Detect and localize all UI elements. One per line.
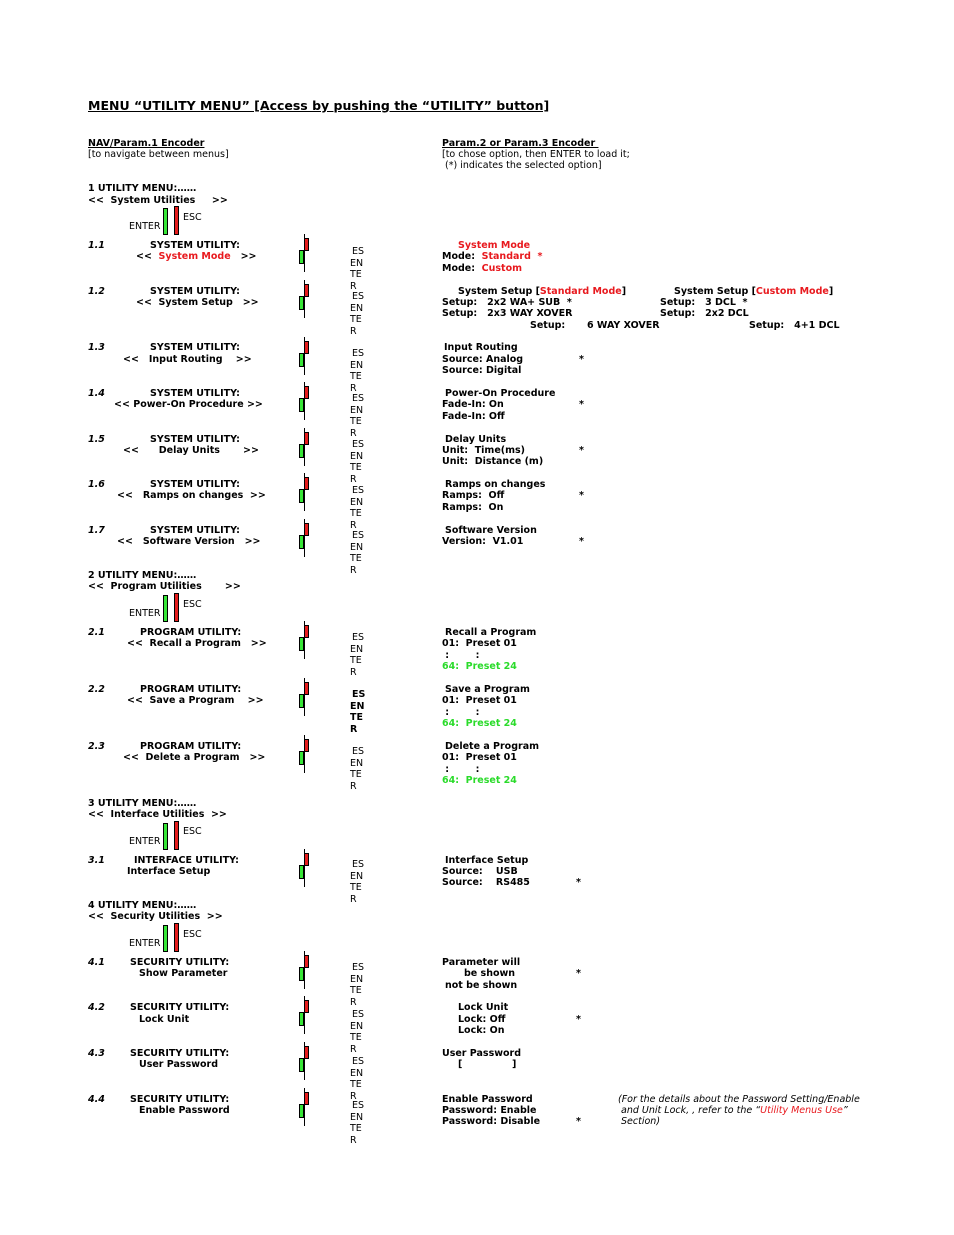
item-4-4-number: 4.4	[88, 1094, 105, 1105]
enter-arrow-icon	[163, 823, 168, 850]
side-label: ES EN TE R	[350, 393, 365, 439]
item-4-3-sub: User Password	[139, 1059, 219, 1070]
menu-3-title: 3 UTILITY MENU:……	[88, 798, 197, 809]
note-line-2: and Unit Lock, , refer to the “Utility Menus Use”	[618, 1105, 848, 1116]
item-4-1-number: 4.1	[88, 957, 105, 968]
item-2-1-number: 2.1	[88, 627, 105, 638]
menu-3-sub: << Interface Utilities >>	[88, 809, 227, 820]
opt-1-4-line-2: Fade-In: Off	[442, 411, 505, 422]
esc-label: ESC	[183, 826, 202, 837]
item-2-1-head: PROGRAM UTILITY:	[140, 627, 242, 638]
esc-arrow-icon	[174, 206, 179, 235]
opt-2-3-line-2: 64: Preset 24	[442, 775, 517, 786]
opt-4-4-line-1: Password: Enable	[442, 1105, 537, 1116]
item-3-1-sub: Interface Setup	[127, 866, 211, 877]
menu-2-title: 2 UTILITY MENU:……	[88, 570, 197, 581]
item-4-2-number: 4.2	[88, 1002, 105, 1013]
opt-1-1-line-1: Mode: Standard *	[442, 251, 543, 262]
item-4-2-sub: Lock Unit	[139, 1014, 190, 1025]
item-4-3-number: 4.3	[88, 1048, 105, 1059]
item-4-1-sub: Show Parameter	[139, 968, 228, 979]
item-1-5-sub: << Delay Units >>	[123, 445, 259, 456]
item-2-3-head: PROGRAM UTILITY:	[140, 741, 242, 752]
opt-2-1-dots: : :	[442, 650, 480, 661]
left-header-note: [to navigate between menus]	[88, 149, 229, 160]
opt-1-5-line-1: Unit: Time(ms)	[442, 445, 526, 456]
right-header-note-1: [to chose option, then ENTER to load it;	[442, 149, 630, 160]
menu-1-title: 1 UTILITY MENU:……	[88, 183, 197, 194]
opt-1-2-custom-head: System Setup [Custom Mode]	[674, 286, 834, 297]
page-title: MENU “UTILITY MENU” [Access by pushing the “UTILITY” button]	[88, 98, 550, 113]
enter-arrow-icon	[163, 595, 168, 622]
opt-2-2-dots: : :	[442, 707, 480, 718]
item-2-3-sub: << Delete a Program >>	[123, 752, 266, 763]
item-1-1-sub: << System Mode >>	[136, 251, 257, 262]
opt-1-2-custom-line-3: Setup: 4+1 DCL	[749, 320, 840, 331]
enter-arrow-icon	[163, 208, 168, 235]
opt-1-2-custom-line-2: Setup: 2x2 DCL	[660, 308, 749, 319]
side-label: ES EN TE R	[350, 439, 365, 485]
opt-2-2-head: Save a Program	[445, 684, 530, 695]
opt-1-2-setup-value: 6 WAY XOVER	[587, 320, 660, 331]
enter-arrow-icon	[163, 925, 168, 952]
side-label: ES EN TE R	[350, 246, 365, 292]
esc-label: ESC	[183, 599, 202, 610]
opt-3-1-head: Interface Setup	[445, 855, 529, 866]
opt-1-5-head: Delay Units	[445, 434, 507, 445]
selected-star: *	[576, 877, 581, 888]
item-2-2-sub: << Save a Program >>	[127, 695, 264, 706]
side-label: ES EN TE R	[350, 746, 365, 792]
side-label: ES EN TE R	[350, 348, 365, 394]
right-header-note-2: (*) indicates the selected option]	[442, 160, 602, 171]
item-1-6-head: SYSTEM UTILITY:	[150, 479, 240, 490]
item-1-7-head: SYSTEM UTILITY:	[150, 525, 240, 536]
opt-3-1-line-1: Source: USB	[442, 866, 518, 877]
enter-label: ENTER	[129, 608, 161, 619]
esc-label: ESC	[183, 929, 202, 940]
opt-1-7-head: Software Version	[445, 525, 537, 536]
opt-4-3-head: User Password	[442, 1048, 522, 1059]
opt-4-2-head: Lock Unit	[458, 1002, 509, 1013]
item-1-5-head: SYSTEM UTILITY:	[150, 434, 240, 445]
opt-1-7-line-1: Version: V1.01	[442, 536, 524, 547]
opt-2-3-dots: : :	[442, 764, 480, 775]
opt-4-2-line-2: Lock: On	[458, 1025, 505, 1036]
item-4-4-sub: Enable Password	[139, 1105, 230, 1116]
menu-1-sub: << System Utilities >>	[88, 195, 228, 206]
opt-4-2-line-1: Lock: Off	[458, 1014, 506, 1025]
esc-arrow-icon	[174, 593, 179, 622]
side-label: ES EN TE R	[350, 291, 365, 337]
opt-1-1-line-2: Mode: Custom	[442, 263, 522, 274]
item-3-1-number: 3.1	[88, 855, 105, 866]
opt-1-6-line-1: Ramps: Off	[442, 490, 505, 501]
item-4-2-head: SECURITY UTILITY:	[130, 1002, 230, 1013]
note-line-1: (For the details about the Password Setting/Enable	[618, 1094, 860, 1105]
esc-arrow-icon	[174, 923, 179, 952]
opt-1-4-line-1: Fade-In: On	[442, 399, 504, 410]
selected-star: *	[579, 445, 584, 456]
item-1-2-sub: << System Setup >>	[136, 297, 259, 308]
item-2-2-number: 2.2	[88, 684, 105, 695]
selected-star: *	[576, 1014, 581, 1025]
item-2-3-number: 2.3	[88, 741, 105, 752]
item-1-4-head: SYSTEM UTILITY:	[150, 388, 240, 399]
item-4-4-head: SECURITY UTILITY:	[130, 1094, 230, 1105]
opt-4-4-head: Enable Password	[442, 1094, 533, 1105]
opt-2-1-line-1: 01: Preset 01	[442, 638, 517, 649]
opt-1-3-line-1: Source: Analog	[442, 354, 524, 365]
item-1-3-number: 1.3	[88, 342, 105, 353]
opt-1-2-head: System Setup [Standard Mode]	[458, 286, 627, 297]
menu-2-sub: << Program Utilities >>	[88, 581, 241, 592]
item-2-1-sub: << Recall a Program >>	[127, 638, 267, 649]
item-1-2-number: 1.2	[88, 286, 105, 297]
opt-2-2-line-2: 64: Preset 24	[442, 718, 517, 729]
side-label: ES EN TE R	[350, 1056, 365, 1102]
selected-star: *	[579, 399, 584, 410]
item-4-1-head: SECURITY UTILITY:	[130, 957, 230, 968]
opt-1-4-head: Power-On Procedure	[445, 388, 556, 399]
item-1-7-number: 1.7	[88, 525, 105, 536]
opt-1-2-custom-line-1: Setup: 3 DCL *	[660, 297, 748, 308]
selected-star: *	[579, 536, 584, 547]
side-label: ES EN TE R	[350, 1100, 365, 1146]
opt-1-5-line-2: Unit: Distance (m)	[442, 456, 544, 467]
item-3-1-head: INTERFACE UTILITY:	[134, 855, 239, 866]
item-1-6-number: 1.6	[88, 479, 105, 490]
opt-2-2-line-1: 01: Preset 01	[442, 695, 517, 706]
item-2-2-head: PROGRAM UTILITY:	[140, 684, 242, 695]
note-line-3: Section)	[618, 1116, 661, 1127]
side-label: ES EN TE R	[350, 632, 365, 678]
item-1-1-number: 1.1	[88, 240, 105, 251]
item-1-1-head: SYSTEM UTILITY:	[150, 240, 240, 251]
esc-label: ESC	[183, 212, 202, 223]
selected-star: *	[579, 490, 584, 501]
item-1-5-number: 1.5	[88, 434, 105, 445]
opt-3-1-line-2: Source: RS485	[442, 877, 530, 888]
opt-4-1-line-1: be shown	[464, 968, 516, 979]
enter-label: ENTER	[129, 221, 161, 232]
item-1-6-sub: << Ramps on changes >>	[117, 490, 266, 501]
opt-2-3-line-1: 01: Preset 01	[442, 752, 517, 763]
esc-arrow-icon	[174, 821, 179, 850]
menu-4-sub: << Security Utilities >>	[88, 911, 223, 922]
side-label: ES EN TE R	[350, 485, 365, 531]
side-label: ES EN TE R	[350, 962, 365, 1008]
menu-4-title: 4 UTILITY MENU:……	[88, 900, 197, 911]
opt-1-6-line-2: Ramps: On	[442, 502, 504, 513]
enter-label: ENTER	[129, 938, 161, 949]
item-1-7-sub: << Software Version >>	[117, 536, 261, 547]
selected-star: *	[576, 968, 581, 979]
opt-1-3-line-2: Source: Digital	[442, 365, 522, 376]
opt-2-3-head: Delete a Program	[445, 741, 540, 752]
selected-star: *	[576, 1116, 581, 1127]
item-1-4-number: 1.4	[88, 388, 105, 399]
side-label: ES EN TE R	[350, 859, 365, 905]
item-4-3-head: SECURITY UTILITY:	[130, 1048, 230, 1059]
opt-1-6-head: Ramps on changes	[445, 479, 546, 490]
opt-1-2-line-2: Setup: 2x3 WAY XOVER	[442, 308, 573, 319]
opt-4-4-line-2: Password: Disable	[442, 1116, 541, 1127]
opt-4-1-head: Parameter will	[442, 957, 521, 968]
opt-2-1-head: Recall a Program	[445, 627, 537, 638]
item-1-3-head: SYSTEM UTILITY:	[150, 342, 240, 353]
side-label: ES EN TE R	[350, 530, 365, 576]
opt-4-1-line-2: not be shown	[445, 980, 518, 991]
password-field[interactable]: [ ]	[458, 1059, 517, 1070]
item-1-4-sub: << Power-On Procedure >>	[114, 399, 263, 410]
item-1-3-sub: << Input Routing >>	[123, 354, 252, 365]
left-header-title: NAV/Param.1 Encoder	[88, 138, 205, 149]
selected-star: *	[579, 354, 584, 365]
enter-label: ENTER	[129, 836, 161, 847]
opt-1-2-line-1: Setup: 2x2 WA+ SUB *	[442, 297, 572, 308]
item-1-2-head: SYSTEM UTILITY:	[150, 286, 240, 297]
opt-2-1-line-2: 64: Preset 24	[442, 661, 517, 672]
side-label: ES EN TE R	[350, 1009, 365, 1055]
opt-1-1-head: System Mode	[458, 240, 531, 251]
side-label: ES EN TE R	[350, 689, 366, 735]
opt-1-3-head: Input Routing	[444, 342, 518, 353]
opt-1-2-setup-label: Setup:	[530, 320, 566, 331]
right-header-title: Param.2 or Param.3 Encoder	[442, 138, 599, 149]
